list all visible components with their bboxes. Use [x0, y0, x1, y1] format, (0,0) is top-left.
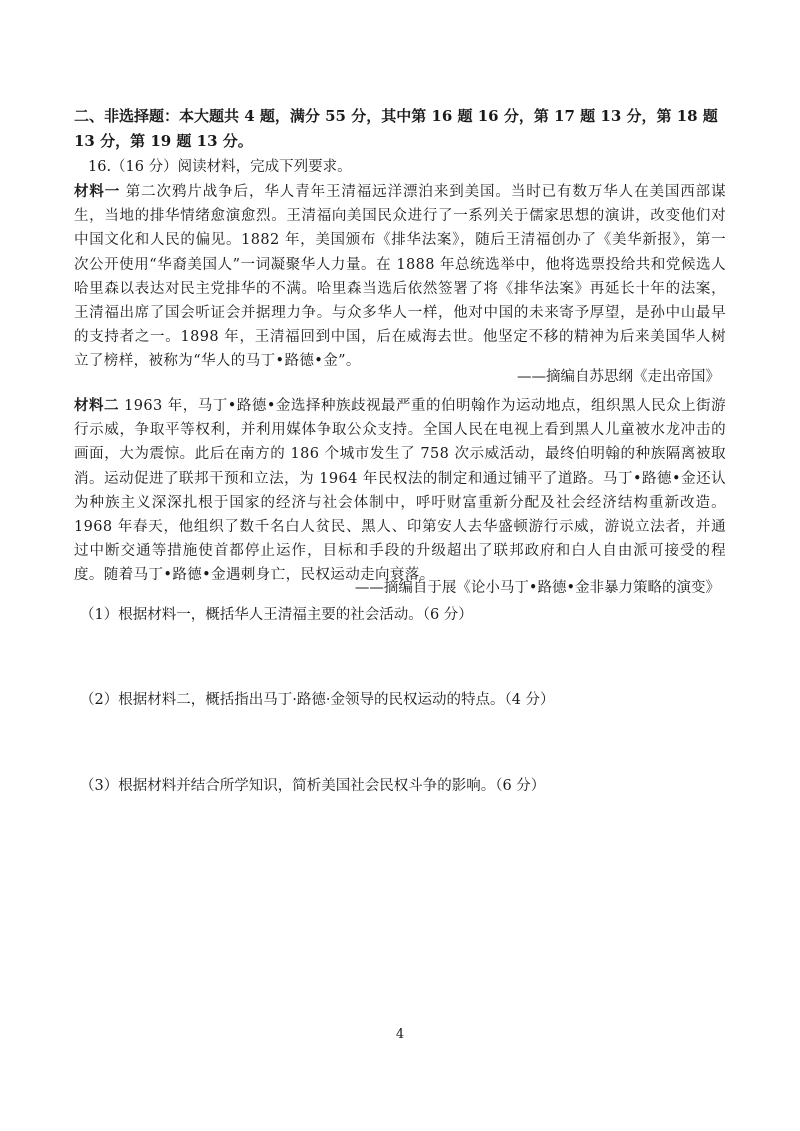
material-1-label: 材料一	[74, 183, 121, 200]
sub-question-2: （2）根据材料二，概括指出马丁·路德·金领导的民权运动的特点。（4 分）	[80, 692, 555, 708]
sub-question-1: （1）根据材料一，概括华人王清福主要的社会活动。（6 分）	[80, 607, 473, 623]
material-2-source: ——摘编自于展《论小马丁•路德•金非暴力策略的演变》	[354, 580, 720, 596]
material-1-source: ——摘编自苏思纲《走出帝国》	[517, 369, 720, 385]
sub-question-3: （3）根据材料并结合所学知识，简析美国社会民权斗争的影响。（6 分）	[80, 778, 546, 794]
material-1-text: 第二次鸦片战争后，华人青年王清福远洋漂泊来到美国。当时已有数万华人在美国西部谋生，当地的排华情绪愈演愈烈。王清福向美国民众进行了一系列关于儒家思想的演讲，改变他们对中国文化和人民的偏见。1882 年，美国颁布《排华法案》，随后王清福创办了《美华新报》，第一次公开使用“华裔美国人”一词凝聚华人力量。在 1888 年总统选举中，他将选票投给共和党候选人哈里森以表达对民主党排华的不满。哈里森当选后依然签署了将《排华法案》再延长十年的法案，王清福出席了国会听证会并据理力争。与众多华人一样，他对中国的未来寄予厚望，是孙中山最早的支持者之一。1898 年，王清福回到中国，后在威海去世。他坚定不移的精神为后来美国华人树立了榜样，被称为“华人的马丁•路德•金”。	[74, 184, 726, 370]
section-heading: 二、非选择题：本大题共 4 题，满分 55 分，其中第 16 题 16 分，第 17 题 13 分，第 18 题 13 分，第 19 题 13 分。	[74, 107, 718, 150]
material-2-text: 1963 年，马丁•路德•金选择种族歧视最严重的伯明翰作为运动地点，组织黑人民众上街游行示威，争取平等权利，并利用媒体争取公众支持。全国人民在电视上看到黑人儿童被水龙冲击的画面，大为震惊。此后在南方的 186 个城市发生了 758 次示威活动，最终伯明翰的种族隔离被取消。运动促进了联邦干预和立法，为 1964 年民权法的制定和通过铺平了道路。马丁•路德•金还认为种族主义深深扎根于国家的经济与社会体制中，呼吁财富重新分配及社会经济结构重新改造。1968 年春天，他组织了数千名白人贫民、黑人、印第安人去华盛顿游行示威，游说立法者，并通过中断交通等措施使首都停止运作，目标和手段的升级超出了联邦政府和白人自由派可接受的程度。随着马丁•路德•金遇刺身亡，民权运动走向衰落。	[74, 398, 727, 584]
page-number: 4	[395, 1027, 405, 1042]
material-2-label: 材料二	[74, 397, 120, 414]
question-16-intro: 16.（16 分）阅读材料，完成下列要求。	[88, 159, 352, 175]
material-1	[74, 180, 726, 374]
material-2	[74, 394, 726, 588]
